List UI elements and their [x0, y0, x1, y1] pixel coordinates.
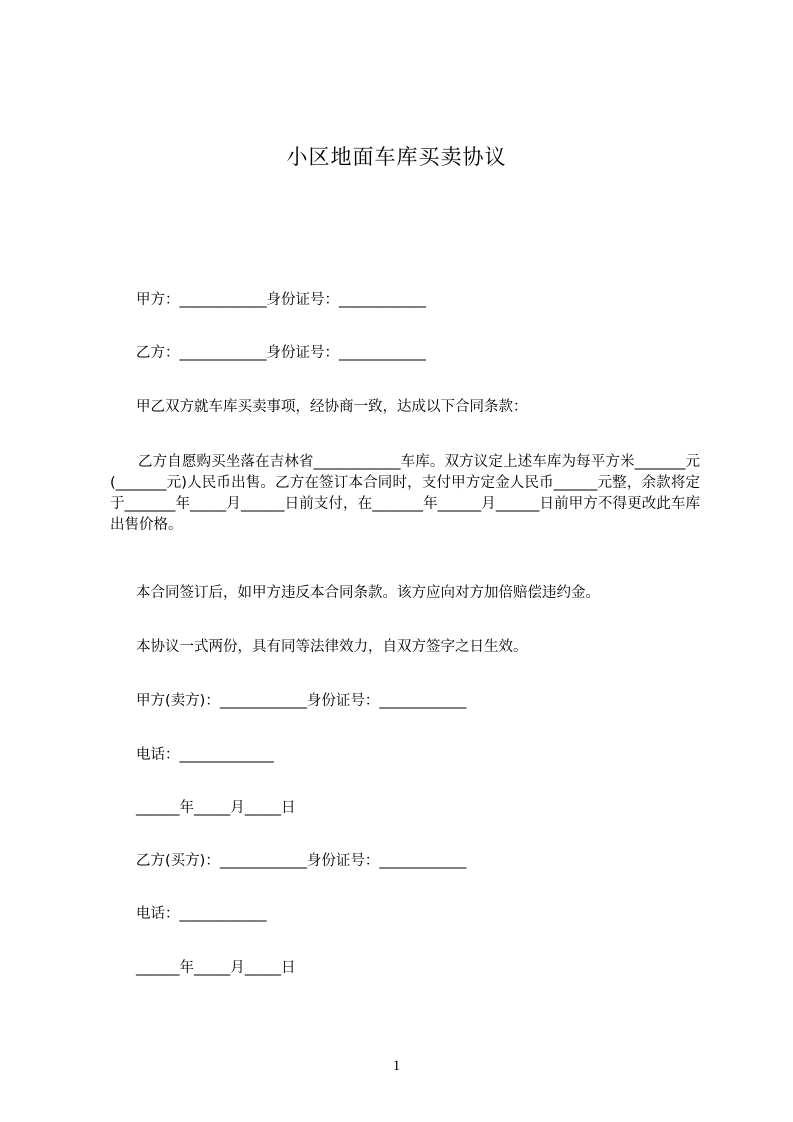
seller-phone-line: 电话：_____________: [136, 747, 274, 763]
clause-breach: 本合同签订后，如甲方违反本合同条款。该方应向对方加倍赔偿违约金。: [136, 585, 600, 601]
seller-date-line: ______年_____月_____日: [136, 800, 296, 816]
buyer-signature-line: 乙方(买方)：____________身份证号：____________: [136, 853, 467, 869]
clause-purchase-terms: 乙方自愿购买坐落在吉林省____________车库。双方议定上述车库为每平方米_______元(_______元)人民币出售。乙方在签订本合同时，支付甲方定金人民币______元整，余款将定于_______年_____月______日前支付，在_______年______月______日前甲方不得更改此车库出售价格。: [110, 454, 700, 533]
page-number: 1: [392, 1058, 401, 1074]
document-title: 小区地面车库买卖协议: [286, 145, 507, 169]
intro-text: 甲乙双方就车库买卖事项，经协商一致，达成以下合同条款：: [136, 399, 528, 415]
party-a-line: 甲方：____________身份证号：____________: [136, 292, 426, 308]
party-b-line: 乙方：____________身份证号：____________: [136, 345, 426, 361]
buyer-phone-line: 电话：____________: [136, 906, 267, 922]
clause-effect: 本协议一式两份，具有同等法律效力，自双方签字之日生效。: [136, 639, 528, 655]
seller-signature-line: 甲方(卖方)：____________身份证号：____________: [136, 693, 467, 709]
buyer-date-line: ______年_____月_____日: [136, 960, 296, 976]
